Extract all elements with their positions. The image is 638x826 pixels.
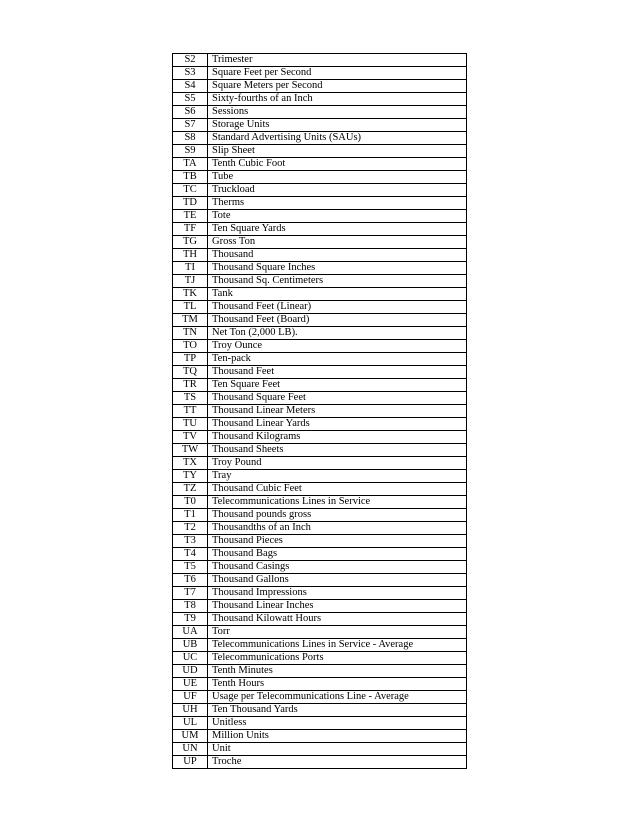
table-row <box>173 665 467 678</box>
table-row <box>173 223 467 236</box>
table-row <box>173 444 467 457</box>
unit-code-cell: TK <box>173 288 208 301</box>
unit-description-cell: Troy Ounce <box>208 340 467 353</box>
unit-description-cell: Thousand Linear Meters <box>208 405 467 418</box>
unit-description-cell: Standard Advertising Units (SAUs) <box>208 132 467 145</box>
unit-code-cell: S5 <box>173 93 208 106</box>
unit-code-cell: T3 <box>173 535 208 548</box>
unit-code-cell: S4 <box>173 80 208 93</box>
unit-of-measure-table-body <box>173 54 467 769</box>
unit-description-cell: Tank <box>208 288 467 301</box>
unit-description-cell: Thousand Gallons <box>208 574 467 587</box>
table-row <box>173 314 467 327</box>
unit-description-cell: Thousand <box>208 249 467 262</box>
table-row <box>173 67 467 80</box>
unit-description-cell: Telecommunications Lines in Service <box>208 496 467 509</box>
table-row <box>173 613 467 626</box>
unit-code-cell: TO <box>173 340 208 353</box>
unit-code-cell: S3 <box>173 67 208 80</box>
unit-description-cell: Thousand Square Feet <box>208 392 467 405</box>
unit-code-cell: TN <box>173 327 208 340</box>
table-row <box>173 236 467 249</box>
unit-description-cell: Square Meters per Second <box>208 80 467 93</box>
unit-code-cell: T7 <box>173 587 208 600</box>
unit-description-cell: Sessions <box>208 106 467 119</box>
table-row <box>173 431 467 444</box>
table-row <box>173 379 467 392</box>
unit-description-cell: Thousandths of an Inch <box>208 522 467 535</box>
unit-code-cell: S6 <box>173 106 208 119</box>
unit-code-cell: TL <box>173 301 208 314</box>
table-row <box>173 262 467 275</box>
unit-code-cell: T0 <box>173 496 208 509</box>
table-row <box>173 587 467 600</box>
unit-code-cell: UP <box>173 756 208 769</box>
unit-code-cell: S9 <box>173 145 208 158</box>
unit-code-cell: UF <box>173 691 208 704</box>
table-row <box>173 184 467 197</box>
table-row <box>173 691 467 704</box>
unit-code-cell: TV <box>173 431 208 444</box>
unit-description-cell: Thousand Pieces <box>208 535 467 548</box>
unit-code-cell: TG <box>173 236 208 249</box>
unit-code-cell: TH <box>173 249 208 262</box>
table-row <box>173 366 467 379</box>
table-row <box>173 119 467 132</box>
unit-description-cell: Thousand Sheets <box>208 444 467 457</box>
table-row <box>173 509 467 522</box>
unit-code-cell: UD <box>173 665 208 678</box>
table-row <box>173 470 467 483</box>
table-row <box>173 93 467 106</box>
table-row <box>173 132 467 145</box>
unit-description-cell: Thousand Linear Yards <box>208 418 467 431</box>
unit-description-cell: Tote <box>208 210 467 223</box>
unit-description-cell: Therms <box>208 197 467 210</box>
table-row <box>173 535 467 548</box>
unit-description-cell: Thousand pounds gross <box>208 509 467 522</box>
table-row <box>173 405 467 418</box>
table-row <box>173 353 467 366</box>
table-row <box>173 743 467 756</box>
unit-description-cell: Thousand Square Inches <box>208 262 467 275</box>
table-row <box>173 730 467 743</box>
table-row <box>173 626 467 639</box>
table-row <box>173 288 467 301</box>
unit-description-cell: Thousand Bags <box>208 548 467 561</box>
unit-description-cell: Thousand Kilograms <box>208 431 467 444</box>
table-row <box>173 639 467 652</box>
table-row <box>173 197 467 210</box>
table-row <box>173 457 467 470</box>
unit-description-cell: Storage Units <box>208 119 467 132</box>
unit-description-cell: Slip Sheet <box>208 145 467 158</box>
table-row <box>173 158 467 171</box>
unit-code-cell: TD <box>173 197 208 210</box>
table-row <box>173 717 467 730</box>
unit-code-cell: T6 <box>173 574 208 587</box>
unit-description-cell: Truckload <box>208 184 467 197</box>
unit-code-cell: T8 <box>173 600 208 613</box>
unit-code-cell: UB <box>173 639 208 652</box>
unit-description-cell: Thousand Casings <box>208 561 467 574</box>
unit-description-cell: Thousand Feet <box>208 366 467 379</box>
unit-code-cell: TB <box>173 171 208 184</box>
unit-code-cell: T5 <box>173 561 208 574</box>
unit-code-cell: TT <box>173 405 208 418</box>
table-row <box>173 210 467 223</box>
unit-code-cell: UL <box>173 717 208 730</box>
unit-code-cell: TM <box>173 314 208 327</box>
unit-description-cell: Usage per Telecommunications Line - Average <box>208 691 467 704</box>
unit-description-cell: Ten-pack <box>208 353 467 366</box>
unit-code-cell: TI <box>173 262 208 275</box>
unit-of-measure-table <box>172 53 467 769</box>
unit-description-cell: Million Units <box>208 730 467 743</box>
unit-description-cell: Ten Thousand Yards <box>208 704 467 717</box>
table-row <box>173 249 467 262</box>
unit-code-cell: TF <box>173 223 208 236</box>
unit-description-cell: Square Feet per Second <box>208 67 467 80</box>
unit-description-cell: Thousand Cubic Feet <box>208 483 467 496</box>
table-row <box>173 496 467 509</box>
unit-code-cell: S7 <box>173 119 208 132</box>
table-row <box>173 483 467 496</box>
unit-code-cell: TY <box>173 470 208 483</box>
table-row <box>173 561 467 574</box>
table-row <box>173 418 467 431</box>
unit-description-cell: Ten Square Feet <box>208 379 467 392</box>
unit-description-cell: Thousand Feet (Linear) <box>208 301 467 314</box>
table-row <box>173 522 467 535</box>
unit-description-cell: Thousand Linear Inches <box>208 600 467 613</box>
table-row <box>173 275 467 288</box>
table-row <box>173 704 467 717</box>
unit-code-cell: TS <box>173 392 208 405</box>
unit-code-cell: TP <box>173 353 208 366</box>
unit-code-cell: UN <box>173 743 208 756</box>
unit-description-cell: Telecommunications Lines in Service - Average <box>208 639 467 652</box>
table-row <box>173 678 467 691</box>
table-row <box>173 54 467 67</box>
unit-code-cell: UA <box>173 626 208 639</box>
table-row <box>173 106 467 119</box>
table-row <box>173 145 467 158</box>
unit-code-cell: TU <box>173 418 208 431</box>
unit-description-cell: Net Ton (2,000 LB). <box>208 327 467 340</box>
unit-description-cell: Thousand Sq. Centimeters <box>208 275 467 288</box>
unit-code-cell: UC <box>173 652 208 665</box>
unit-description-cell: Ten Square Yards <box>208 223 467 236</box>
unit-code-cell: TQ <box>173 366 208 379</box>
table-row <box>173 600 467 613</box>
unit-code-cell: TX <box>173 457 208 470</box>
unit-description-cell: Gross Ton <box>208 236 467 249</box>
unit-description-cell: Torr <box>208 626 467 639</box>
unit-description-cell: Troche <box>208 756 467 769</box>
unit-code-cell: S8 <box>173 132 208 145</box>
unit-code-cell: TZ <box>173 483 208 496</box>
table-row <box>173 340 467 353</box>
unit-code-cell: UE <box>173 678 208 691</box>
unit-description-cell: Thousand Impressions <box>208 587 467 600</box>
unit-description-cell: Unitless <box>208 717 467 730</box>
unit-code-cell: TC <box>173 184 208 197</box>
unit-description-cell: Telecommunications Ports <box>208 652 467 665</box>
unit-code-cell: T2 <box>173 522 208 535</box>
unit-description-cell: Tenth Hours <box>208 678 467 691</box>
table-row <box>173 80 467 93</box>
unit-code-cell: T1 <box>173 509 208 522</box>
unit-description-cell: Sixty-fourths of an Inch <box>208 93 467 106</box>
table-row <box>173 652 467 665</box>
unit-code-cell: TW <box>173 444 208 457</box>
table-row <box>173 301 467 314</box>
unit-description-cell: Tube <box>208 171 467 184</box>
unit-description-cell: Tray <box>208 470 467 483</box>
unit-description-cell: Trimester <box>208 54 467 67</box>
unit-description-cell: Thousand Kilowatt Hours <box>208 613 467 626</box>
unit-code-cell: T9 <box>173 613 208 626</box>
unit-code-cell: TJ <box>173 275 208 288</box>
table-row <box>173 327 467 340</box>
table-row <box>173 548 467 561</box>
unit-code-cell: UM <box>173 730 208 743</box>
unit-code-cell: TA <box>173 158 208 171</box>
unit-code-cell: TR <box>173 379 208 392</box>
table-row <box>173 392 467 405</box>
table-row <box>173 171 467 184</box>
unit-code-cell: UH <box>173 704 208 717</box>
unit-description-cell: Troy Pound <box>208 457 467 470</box>
unit-description-cell: Thousand Feet (Board) <box>208 314 467 327</box>
unit-code-cell: T4 <box>173 548 208 561</box>
unit-description-cell: Tenth Cubic Foot <box>208 158 467 171</box>
table-row <box>173 756 467 769</box>
unit-description-cell: Unit <box>208 743 467 756</box>
unit-code-cell: TE <box>173 210 208 223</box>
unit-code-cell: S2 <box>173 54 208 67</box>
table-row <box>173 574 467 587</box>
unit-description-cell: Tenth Minutes <box>208 665 467 678</box>
